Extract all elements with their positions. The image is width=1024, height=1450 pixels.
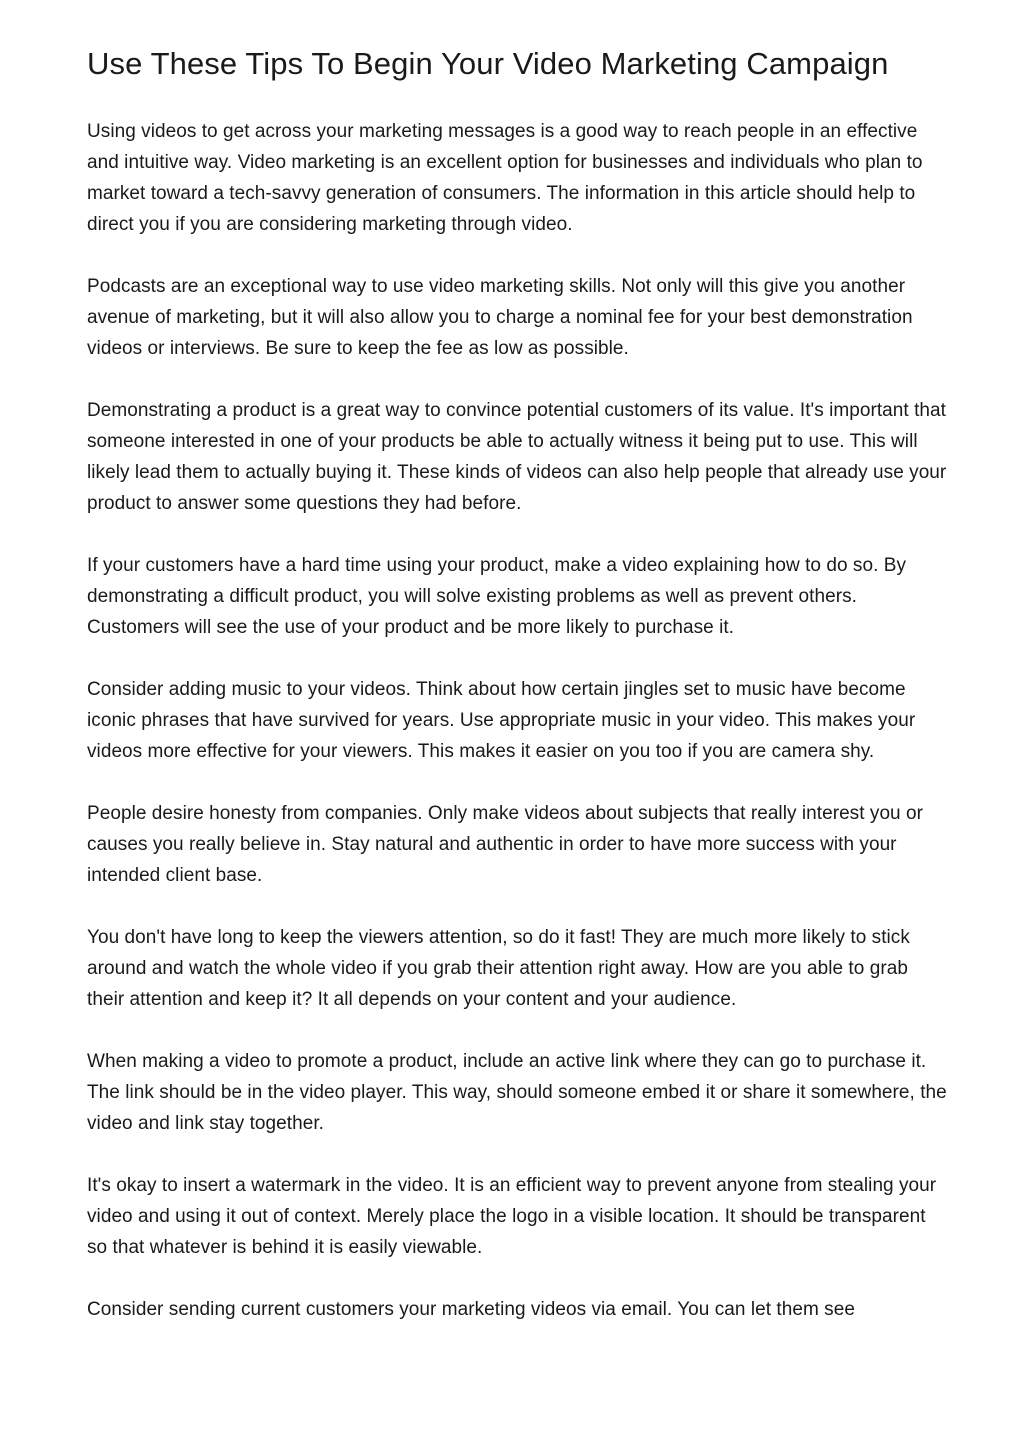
- paragraph-email: Consider sending current customers your marketing videos via email. You can let them see: [87, 1299, 855, 1320]
- paragraph-podcasts: Podcasts are an exceptional way to use video marketing skills. Not only will this give you another avenue of marketing, but it will also allow you to charge a nominal fee for your best demonstration videos or interviews. Be sure to keep the fee as low as possible.: [87, 276, 913, 359]
- paragraph-intro: Using videos to get across your marketing messages is a good way to reach people in an effective and intuitive way. Video marketing is an excellent option for businesses and individuals who plan to market toward a tech-savvy generation of consumers. The information in this article should help to direct you if you are considering marketing through video.: [87, 121, 923, 235]
- paragraph-hard-time: If your customers have a hard time using your product, make a video explaining how to do so. By demonstrating a difficult product, you will solve existing problems as well as prevent others. Customers will see the use of your product and be more likely to purchase it.: [87, 555, 907, 638]
- paragraph-watermark: It's okay to insert a watermark in the video. It is an efficient way to prevent anyone from stealing your video and using it out of context. Merely place the logo in a visible location. It should be transparent so that whatever is behind it is easily viewable.: [87, 1175, 937, 1258]
- paragraph-attention: You don't have long to keep the viewers attention, so do it fast! They are much more likely to stick around and watch the whole video if you grab their attention right away. How are you able to grab their attention and keep it? It all depends on your content and your audience.: [87, 927, 910, 1010]
- paragraph-active-link: When making a video to promote a product, include an active link where they can go to purchase it. The link should be in the video player. This way, should someone embed it or share it somewhere, the video and link stay together.: [87, 1051, 947, 1134]
- document-page: [87, 44, 947, 1356]
- page-title: Use These Tips To Begin Your Video Marketing Campaign: [87, 46, 889, 81]
- paragraph-demonstrating-product: Demonstrating a product is a great way to convince potential customers of its value. It's important that someone interested in one of your products be able to actually witness it being put to use. This will likely lead them to actually buying it. These kinds of videos can also help people that already use your product to answer some questions they had before.: [87, 400, 947, 514]
- paragraph-honesty: People desire honesty from companies. Only make videos about subjects that really interest you or causes you really believe in. Stay natural and authentic in order to have more success with your intended client base.: [87, 803, 923, 886]
- paragraph-music: Consider adding music to your videos. Think about how certain jingles set to music have become iconic phrases that have survived for years. Use appropriate music in your video. This makes your videos more effective for your viewers. This makes it easier on you too if you are camera shy.: [87, 679, 916, 762]
